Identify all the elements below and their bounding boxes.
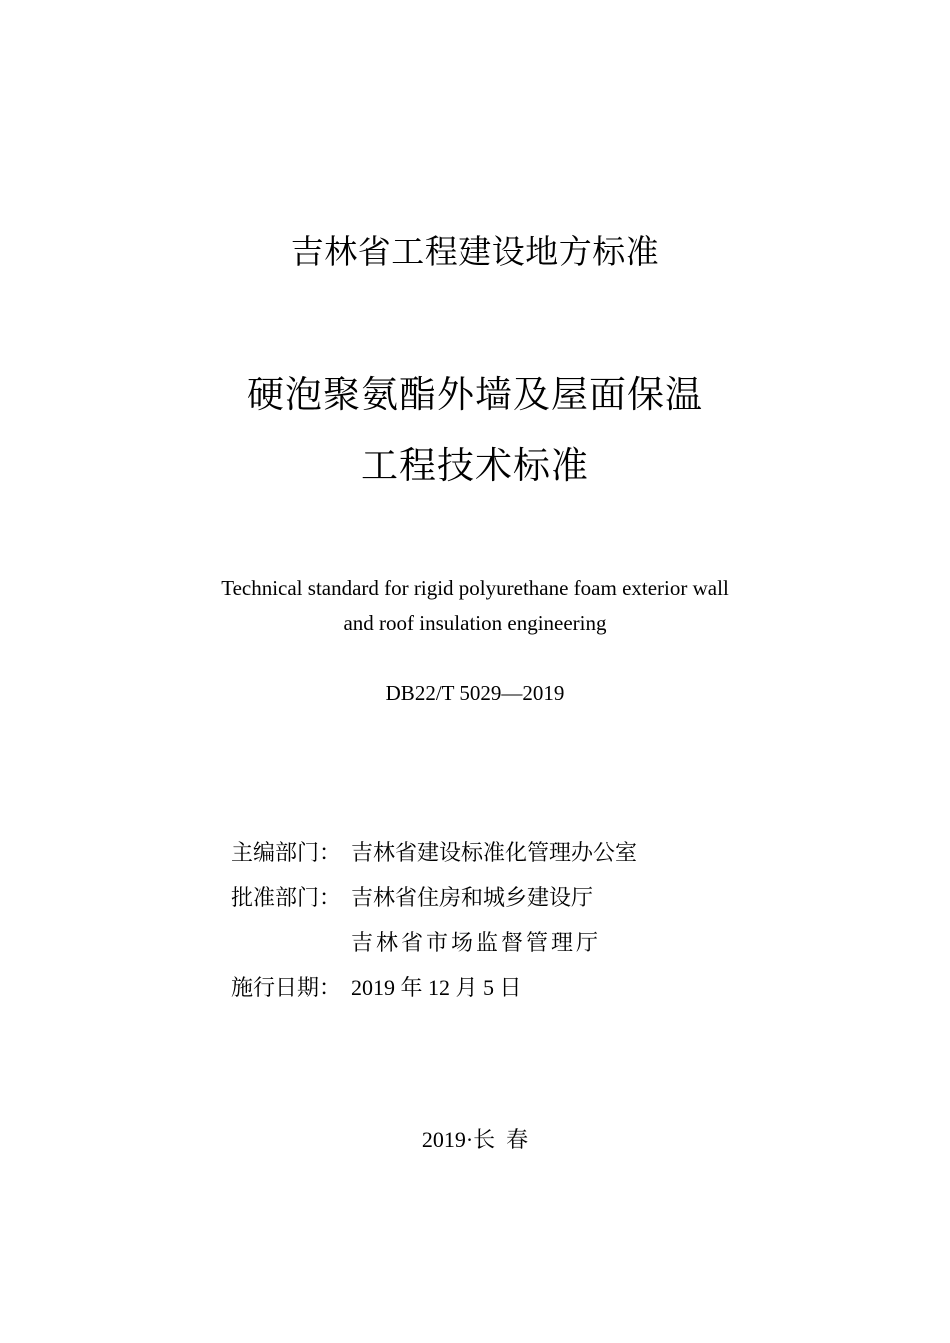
approver-value-2: 吉林省市场监督管理厅 <box>351 930 602 955</box>
editor-row <box>231 837 637 869</box>
approver-row <box>231 882 593 914</box>
place-and-year: 2019·长 春 <box>421 1127 529 1152</box>
approver-label: 批准部门： <box>231 885 342 910</box>
effective-date-value: 2019 年 12 月 5 日 <box>351 975 522 1000</box>
editor-value: 吉林省建设标准化管理办公室 <box>351 840 638 865</box>
approver-row-2 <box>231 927 601 959</box>
effective-date-label: 施行日期： <box>231 975 342 1000</box>
standard-number: DB22/T 5029—2019 <box>385 681 565 705</box>
approver-value-1: 吉林省住房和城乡建设厅 <box>351 885 594 910</box>
english-title-line-1: Technical standard for rigid polyurethane foam exterior wall <box>221 576 729 600</box>
english-title-line-2: and roof insulation engineering <box>343 611 607 635</box>
main-title-line-2: 工程技术标准 <box>361 444 589 487</box>
editor-label: 主编部门： <box>231 840 342 865</box>
effective-date-row <box>231 972 522 1004</box>
series-title: 吉林省工程建设地方标准 <box>290 232 660 271</box>
main-title-line-1: 硬泡聚氨酯外墙及屋面保温 <box>247 373 703 416</box>
